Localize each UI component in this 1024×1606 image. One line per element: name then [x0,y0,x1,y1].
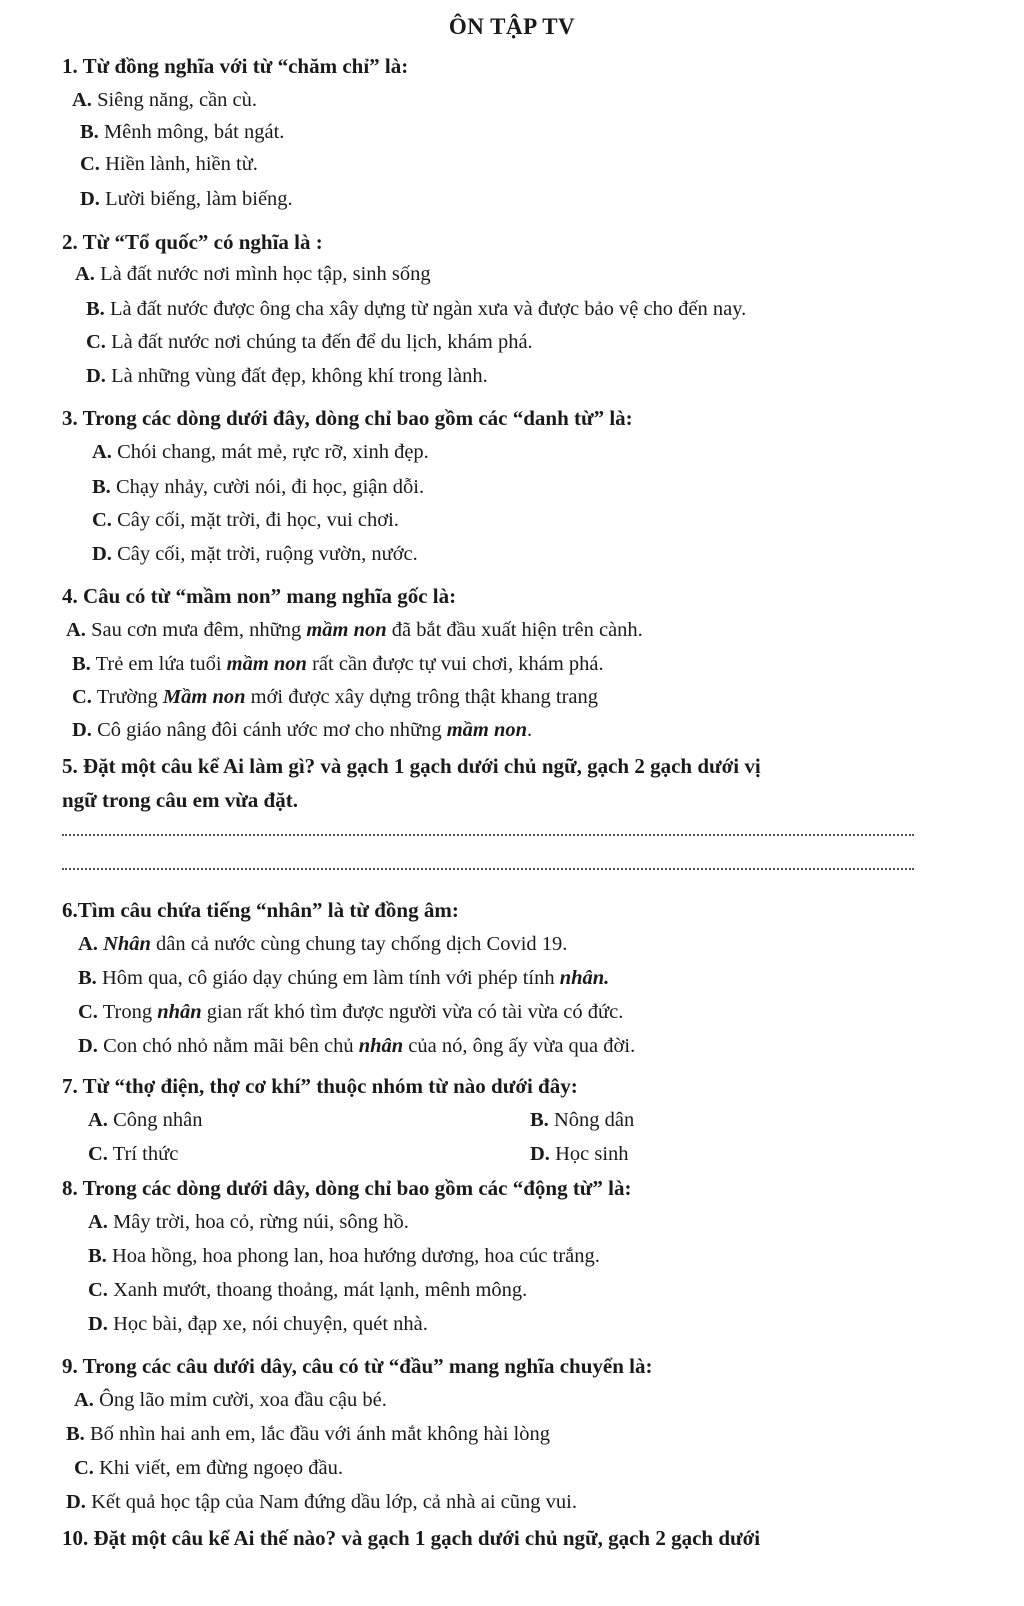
answer-line-1 [62,834,914,836]
question-2-option-c: C. Là đất nước nơi chúng ta đến để du lịch, khám phá. [86,331,533,353]
question-4-option-a: A. Sau cơn mưa đêm, những mầm non đã bắt đầu xuất hiện trên cành. [66,619,643,641]
question-2-stem: 2. Từ “Tổ quốc” có nghĩa là : [62,230,323,254]
question-3-option-a: A. Chói chang, mát mẻ, rực rỡ, xinh đẹp. [92,441,429,463]
question-7-option-a: A. Công nhân [88,1109,203,1131]
question-1-stem: 1. Từ đồng nghĩa với từ “chăm chỉ” là: [62,54,409,78]
page-title: ÔN TẬP TV [448,14,576,39]
question-9-option-b: B. Bố nhìn hai anh em, lắc đầu với ánh mắt không hài lòng [66,1423,550,1445]
question-8-stem: 8. Trong các dòng dưới dây, dòng chỉ bao gồm các “động từ” là: [62,1176,632,1200]
question-6-option-c: C. Trong nhân gian rất khó tìm được người vừa có tài vừa có đức. [78,1001,624,1023]
question-7-option-c: C. Trí thức [88,1143,179,1165]
question-3-stem: 3. Trong các dòng dưới đây, dòng chỉ bao gồm các “danh từ” là: [62,406,633,430]
question-9-stem: 9. Trong các câu dưới dây, câu có từ “đầu” mang nghĩa chuyển là: [62,1354,653,1378]
question-3-option-c: C. Cây cối, mặt trời, đi học, vui chơi. [92,509,399,531]
question-2-option-a: A. Là đất nước nơi mình học tập, sinh sống [75,263,431,285]
question-7-option-d: D. Học sinh [530,1143,629,1165]
question-6-option-a: A. Nhân dân cả nước cùng chung tay chống dịch Covid 19. [78,933,568,955]
question-1-option-d: D. Lười biếng, làm biếng. [80,188,293,210]
question-4-option-d: D. Cô giáo nâng đôi cánh ước mơ cho những mầm non. [72,719,533,741]
question-9-option-a: A. Ông lão mỉm cười, xoa đầu cậu bé. [74,1389,387,1411]
question-2-option-b: B. Là đất nước được ông cha xây dựng từ ngàn xưa và được bảo vệ cho đến nay. [86,298,747,320]
question-1-option-b: B. Mênh mông, bát ngát. [80,121,285,143]
question-5-stem-line-1: 5. Đặt một câu kể Ai làm gì? và gạch 1 gạch dưới chủ ngữ, gạch 2 gạch dưới vị [62,754,761,778]
question-3-option-d: D. Cây cối, mặt trời, ruộng vườn, nước. [92,543,418,565]
question-5-stem-line-2: ngữ trong câu em vừa đặt. [62,788,298,812]
question-8-option-a: A. Mây trời, hoa cỏ, rừng núi, sông hồ. [88,1211,409,1233]
question-7-option-b: B. Nông dân [530,1109,635,1131]
question-4-option-c: C. Trường Mầm non mới được xây dựng trông thật khang trang [72,686,598,708]
question-6-option-b: B. Hôm qua, cô giáo dạy chúng em làm tính với phép tính nhân. [78,967,610,989]
question-6-stem: 6.Tìm câu chứa tiếng “nhân” là từ đồng âm: [62,898,459,922]
question-10-stem: 10. Đặt một câu kể Ai thế nào? và gạch 1 gạch dưới chủ ngữ, gạch 2 gạch dưới [62,1526,761,1550]
question-1-option-a: A. Siêng năng, cần cù. [72,89,258,111]
question-2-option-d: D. Là những vùng đất đẹp, không khí trong lành. [86,365,488,387]
question-8-option-c: C. Xanh mướt, thoang thoảng, mát lạnh, mênh mông. [88,1279,528,1301]
question-9-option-c: C. Khi viết, em đừng ngoẹo đầu. [74,1457,344,1479]
question-7-stem: 7. Từ “thợ điện, thợ cơ khí” thuộc nhóm từ nào dưới đây: [62,1074,578,1098]
question-8-option-d: D. Học bài, đạp xe, nói chuyện, quét nhà. [88,1313,428,1335]
question-8-option-b: B. Hoa hồng, hoa phong lan, hoa hướng dương, hoa cúc trắng. [88,1245,600,1267]
question-3-option-b: B. Chạy nhảy, cười nói, đi học, giận dỗi. [92,476,425,498]
answer-line-2 [62,868,914,870]
question-4-option-b: B. Trẻ em lứa tuổi mầm non rất cần được tự vui chơi, khám phá. [72,653,604,675]
question-6-option-d: D. Con chó nhỏ nằm mãi bên chủ nhân của nó, ông ấy vừa qua đời. [78,1035,636,1057]
question-9-option-d: D. Kết quả học tập của Nam đứng dầu lớp, cả nhà ai cũng vui. [66,1491,577,1513]
question-4-stem: 4. Câu có từ “mầm non” mang nghĩa gốc là: [62,584,457,608]
question-1-option-c: C. Hiền lành, hiền từ. [80,153,258,175]
